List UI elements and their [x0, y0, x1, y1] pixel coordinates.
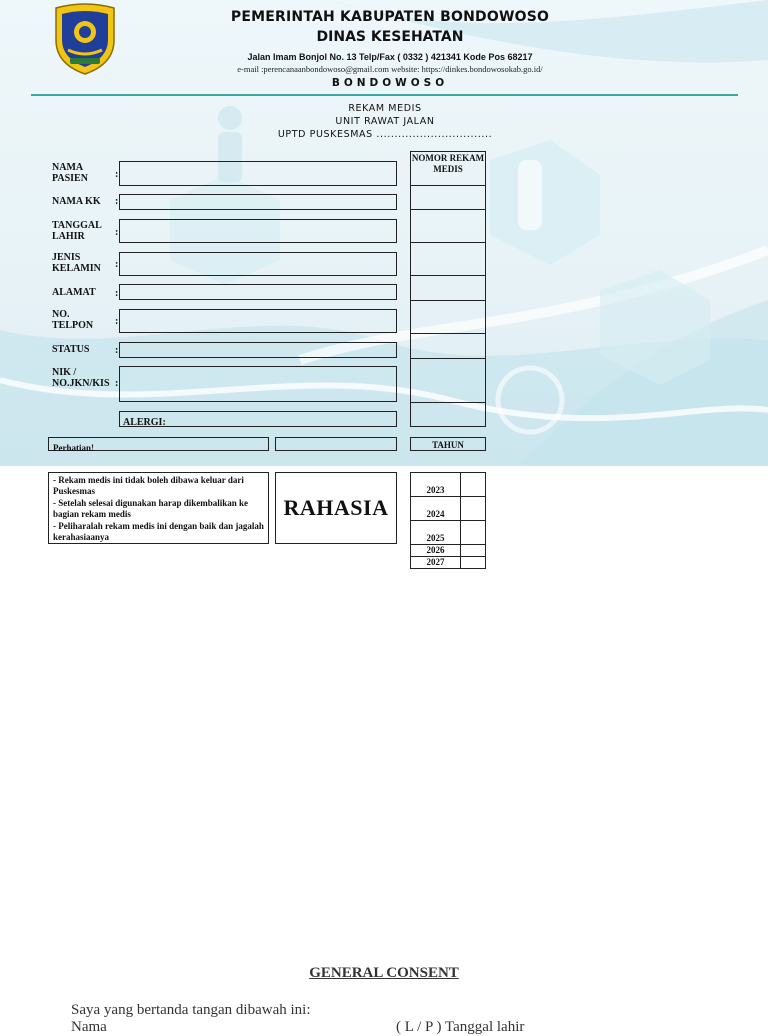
- city-name: BONDOWOSO: [331, 77, 449, 89]
- no-telpon-field[interactable]: [119, 309, 397, 333]
- nrm-cell[interactable]: [411, 243, 485, 276]
- nrm-cell[interactable]: [411, 186, 485, 210]
- year-check-cell[interactable]: [461, 557, 485, 568]
- label-nama-kk: NAMA KK: [52, 196, 101, 207]
- year-row: [411, 545, 485, 557]
- year-check-cell[interactable]: [461, 497, 485, 520]
- government-title: PEMERINTAH KABUPATEN BONDOWOSO: [230, 9, 550, 25]
- nrm-cell[interactable]: [411, 301, 485, 334]
- perhatian-title: Perhatian!: [53, 443, 94, 453]
- status-field[interactable]: [119, 342, 397, 358]
- rahasia-stamp: RAHASIA: [275, 472, 397, 544]
- year-cell: 2027: [411, 557, 461, 568]
- consent-tanggal-lahir-label: ( L / P ) Tanggal lahir: [396, 1019, 525, 1035]
- year-cell: 2025: [411, 521, 461, 544]
- consent-intro: Saya yang bertanda tangan dibawah ini:: [71, 1002, 311, 1018]
- jenis-kelamin-field[interactable]: [119, 252, 397, 276]
- colon: :: [115, 196, 119, 207]
- tanggal-lahir-field[interactable]: [119, 219, 397, 243]
- perhatian-note: - Rekam medis ini tidak boleh dibawa keluar dari Puskesmas: [53, 475, 244, 497]
- alergi-field[interactable]: [119, 411, 397, 427]
- address-line: Jalan Imam Bonjol No. 13 Telp/Fax ( 0332 ) 421341 Kode Pos 68217: [247, 52, 533, 62]
- year-row: [411, 521, 485, 545]
- colon: :: [115, 378, 119, 389]
- perhatian-note: - Peliharalah rekam medis ini dengan baik dan jagalah kerahasiaanya: [53, 520, 264, 543]
- nik-field[interactable]: [119, 366, 397, 402]
- label-no-telpon: NO. TELPON: [52, 309, 94, 331]
- letterhead: [140, 0, 640, 89]
- year-cell: 2026: [411, 545, 461, 556]
- tahun-header: [410, 437, 486, 451]
- header-divider: [31, 94, 738, 96]
- year-row: [411, 473, 485, 497]
- label-nama-pasien: NAMA PASIEN: [52, 162, 88, 184]
- year-check-cell[interactable]: [461, 473, 485, 496]
- year-row: [411, 497, 485, 521]
- year-cell: 2024: [411, 497, 461, 520]
- nrm-cell[interactable]: [411, 403, 485, 426]
- label-jenis-kelamin: JENIS KELAMIN: [52, 252, 101, 274]
- department-title: DINAS KESEHATAN: [316, 29, 464, 45]
- bondowoso-emblem-logo: [52, 2, 118, 76]
- form-title: REKAM MEDIS: [348, 103, 422, 114]
- nrm-cell[interactable]: [411, 276, 485, 301]
- colon: :: [115, 288, 119, 299]
- nomor-rekam-medis-box: [410, 151, 486, 427]
- nrm-cell[interactable]: [411, 334, 485, 359]
- colon: :: [115, 316, 119, 327]
- form-puskesmas: UPTD PUSKESMAS ................................: [277, 129, 493, 140]
- nrm-cell[interactable]: [411, 210, 485, 243]
- general-consent-title: GENERAL CONSENT: [309, 965, 459, 981]
- year-check-cell[interactable]: [461, 521, 485, 544]
- label-alamat: ALAMAT: [52, 287, 96, 298]
- contact-line: e-mail :perencanaanbondowoso@gmail.com website: https://dinkes.bondowosokab.go.id/: [237, 64, 543, 74]
- year-check-cell[interactable]: [461, 545, 485, 556]
- nomor-rekam-medis-header: NOMOR REKAM MEDIS: [411, 152, 485, 186]
- consent-nama-label: Nama: [71, 1019, 107, 1035]
- nama-kk-field[interactable]: [119, 194, 397, 210]
- colon: :: [115, 227, 119, 238]
- tahun-label: TAHUN: [432, 440, 464, 450]
- label-status: STATUS: [52, 344, 90, 355]
- alergi-label: ALERGI:: [123, 417, 166, 428]
- label-tanggal-lahir: TANGGAL LAHIR: [52, 220, 102, 242]
- blank-header-cell: [275, 437, 397, 451]
- alamat-field[interactable]: [119, 284, 397, 300]
- colon: :: [115, 259, 119, 270]
- perhatian-header: [48, 437, 269, 451]
- colon: :: [115, 169, 119, 180]
- year-cell: 2023: [411, 473, 461, 496]
- nama-pasien-field[interactable]: [119, 161, 397, 186]
- colon: :: [115, 345, 119, 356]
- label-nik: NIK / NO.JKN/KIS: [52, 367, 110, 389]
- perhatian-note: - Setelah selesai digunakan harap dikembalikan ke bagian rekam medis: [53, 497, 249, 520]
- perhatian-notes: [48, 472, 269, 544]
- year-row: [411, 557, 485, 568]
- form-unit: UNIT RAWAT JALAN: [335, 116, 435, 127]
- nrm-cell[interactable]: [411, 359, 485, 403]
- tahun-table: [410, 472, 486, 569]
